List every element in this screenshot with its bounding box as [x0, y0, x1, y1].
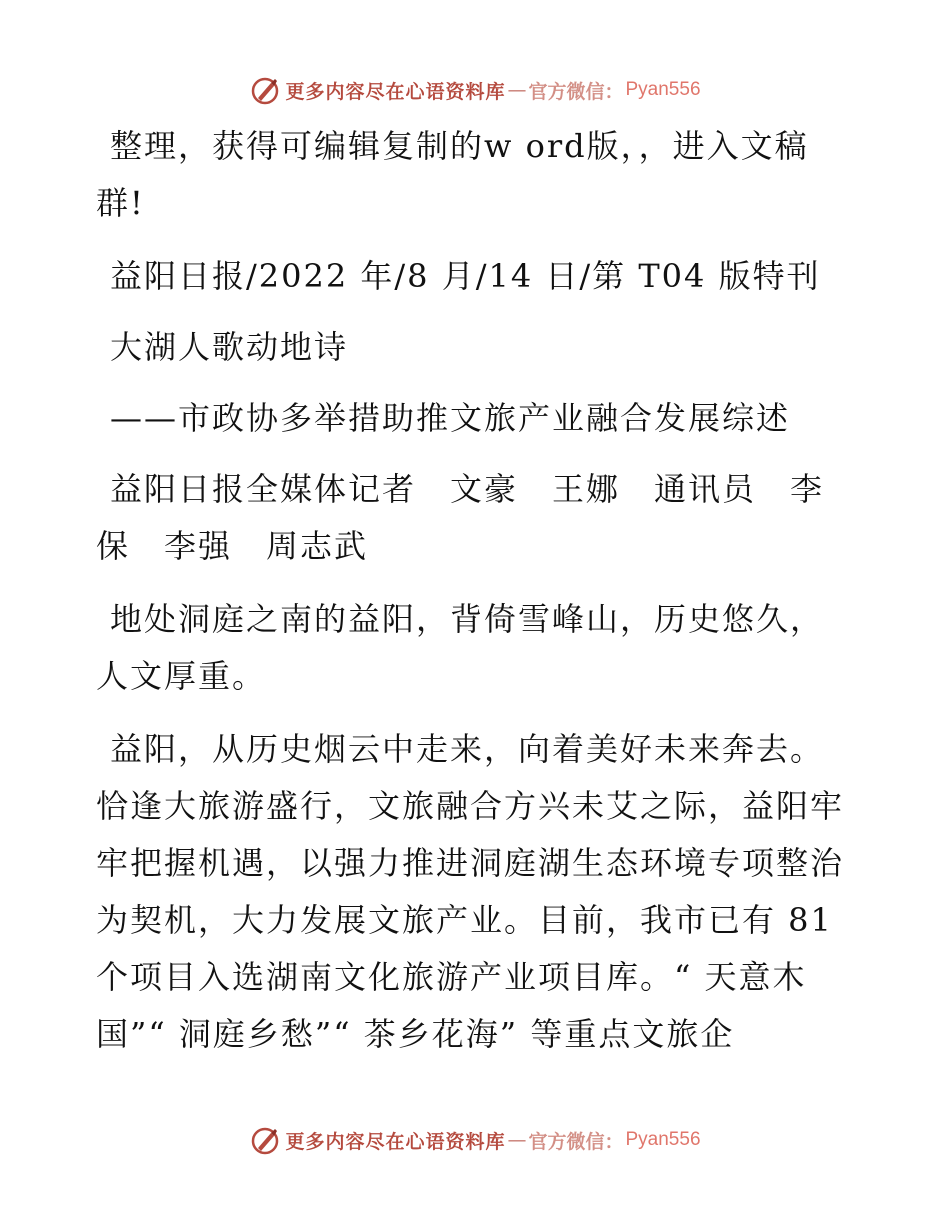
watermark-separator: — — [507, 79, 527, 101]
headline: 大湖人歌动地诗 — [110, 328, 349, 366]
body-paragraph-2: 益阳，从历史烟云中走来，向着美好未来奔去。恰逢大旅游盛行，文旅融合方兴未艾之际，益阳牢牢把握机遇，以强力推进洞庭湖生态环境专项整治为契机，大力发展文旅产业。目前，我市已有 81 个项目入选湖南文化旅游产业项目库。“ 天意木国”“ 洞庭乡愁”“ 茶乡花海” 等重点文旅企 — [96, 730, 845, 1053]
watermark-wechat-id: Pyan556 — [625, 79, 701, 100]
source-line: 益阳日报/2022 年/8 月/14 日/第 T04 版特刊 — [110, 257, 821, 295]
body-paragraph-1: 地处洞庭之南的益阳，背倚雪峰山，历史悠久，人文厚重。 — [96, 600, 825, 695]
watermark-site-text: 更多内容尽在心语资料库 — [285, 1130, 506, 1153]
watermark-site-text: 更多内容尽在心语资料库 — [285, 80, 506, 103]
watermark-header — [0, 72, 950, 108]
watermark-wechat-id: Pyan556 — [625, 1129, 701, 1150]
byline: 益阳日报全媒体记者 文豪 王娜 通讯员 李保 李强 周志武 — [96, 470, 825, 565]
watermark-footer — [0, 1122, 950, 1158]
document-body — [96, 118, 856, 1079]
intro-paragraph: 整理，获得可编辑复制的w ord版，，进入文稿群! — [96, 127, 809, 222]
pen-logo-icon — [249, 74, 281, 106]
watermark-wechat-label: 官方微信： — [528, 1130, 624, 1153]
subheadline: ——市政协多举措助推文旅产业融合发展综述 — [110, 399, 791, 437]
pen-logo-icon — [249, 1124, 281, 1156]
watermark-separator: — — [507, 1129, 527, 1151]
watermark-wechat-label: 官方微信： — [528, 80, 624, 103]
